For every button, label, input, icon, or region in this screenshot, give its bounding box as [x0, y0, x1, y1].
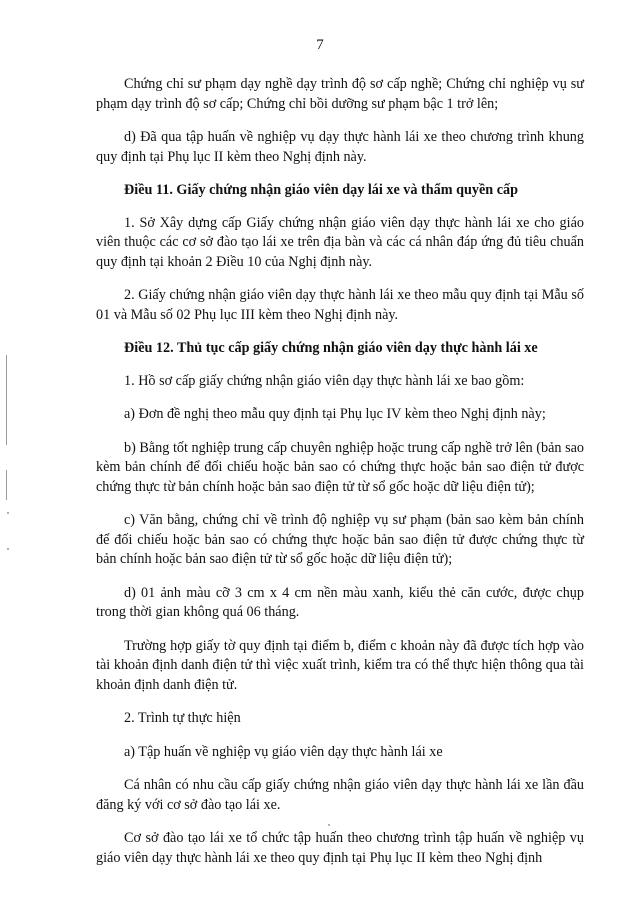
paragraph: 1. Sở Xây dựng cấp Giấy chứng nhận giáo viên dạy thực hành lái xe cho giáo viên thuộc các cơ sở đào tạo lái xe trên địa bàn và các cá nhân đáp ứng đủ tiêu chuẩn quy định tại khoản 2 Điều 10 của Nghị định này.: [96, 214, 584, 270]
paragraph: a) Đơn đề nghị theo mẫu quy định tại Phụ lục IV kèm theo Nghị định này;: [124, 406, 546, 422]
paragraph: Trường hợp giấy tờ quy định tại điểm b, điểm c khoản này đã được tích hợp vào tài khoản định danh điện tử thì việc xuất trình, kiểm tra có thể thực hiện thông qua tài khoản định danh điện tử.: [96, 637, 584, 693]
scan-speck: [7, 548, 9, 550]
paragraph: 2. Giấy chứng nhận giáo viên dạy thực hành lái xe theo mẫu quy định tại Mẫu số 01 và Mẫu số 02 Phụ lục III kèm theo Nghị định này.: [96, 287, 584, 323]
scan-margin-mark: [6, 355, 7, 445]
page-number: 7: [316, 37, 324, 53]
article-heading: Điều 11. Giấy chứng nhận giáo viên dạy lái xe và thẩm quyền cấp: [124, 182, 519, 198]
article-heading: Điều 12. Thủ tục cấp giấy chứng nhận giáo viên dạy thực hành lái xe: [124, 340, 538, 356]
paragraph: a) Tập huấn về nghiệp vụ giáo viên dạy thực hành lái xe: [124, 743, 443, 760]
paragraph: Chứng chỉ sư phạm dạy nghề dạy trình độ sơ cấp nghề; Chứng chỉ nghiệp vụ sư phạm dạy trình độ sơ cấp; Chứng chỉ bồi dưỡng sư phạm bậc 1 trở lên;: [96, 76, 584, 112]
paragraph: Cơ sở đào tạo lái xe tổ chức tập huấn theo chương trình tập huấn về nghiệp vụ giáo viên dạy thực hành lái xe theo quy định tại Phụ lục II kèm theo Nghị định: [96, 830, 584, 866]
paragraph: d) Đã qua tập huấn về nghiệp vụ dạy thực hành lái xe theo chương trình khung quy định tại Phụ lục II kèm theo Nghị định này.: [96, 129, 584, 165]
scan-margin-mark: [6, 470, 7, 500]
paragraph: 2. Trình tự thực hiện: [124, 710, 241, 726]
paragraph: Cá nhân có nhu cầu cấp giấy chứng nhận giáo viên dạy thực hành lái xe lần đầu đăng ký với cơ sở đào tạo lái xe.: [96, 777, 584, 813]
document-body: [96, 75, 584, 882]
paragraph: b) Bằng tốt nghiệp trung cấp chuyên nghiệp hoặc trung cấp nghề trở lên (bản sao kèm bản chính để đối chiếu hoặc bản sao có chứng thực hoặc bản sao điện tử được chứng thực từ bản chính hoặc bản sao điện tử từ sổ gốc hoặc dữ liệu điện tử);: [96, 439, 584, 495]
paragraph: 1. Hồ sơ cấp giấy chứng nhận giáo viên dạy thực hành lái xe bao gồm:: [124, 372, 525, 389]
paragraph: d) 01 ảnh màu cỡ 3 cm x 4 cm nền màu xanh, kiểu thẻ căn cước, được chụp trong thời gian không quá 06 tháng.: [96, 584, 584, 620]
scan-speck: [7, 512, 9, 514]
paragraph: c) Văn bằng, chứng chỉ về trình độ nghiệp vụ sư phạm (bản sao kèm bản chính để đối chiếu hoặc bản sao có chứng thực hoặc bản sao điện tử được chứng thực từ bản chính hoặc bản sao điện tử từ sổ gốc hoặc dữ liệu điện tử);: [96, 512, 584, 567]
